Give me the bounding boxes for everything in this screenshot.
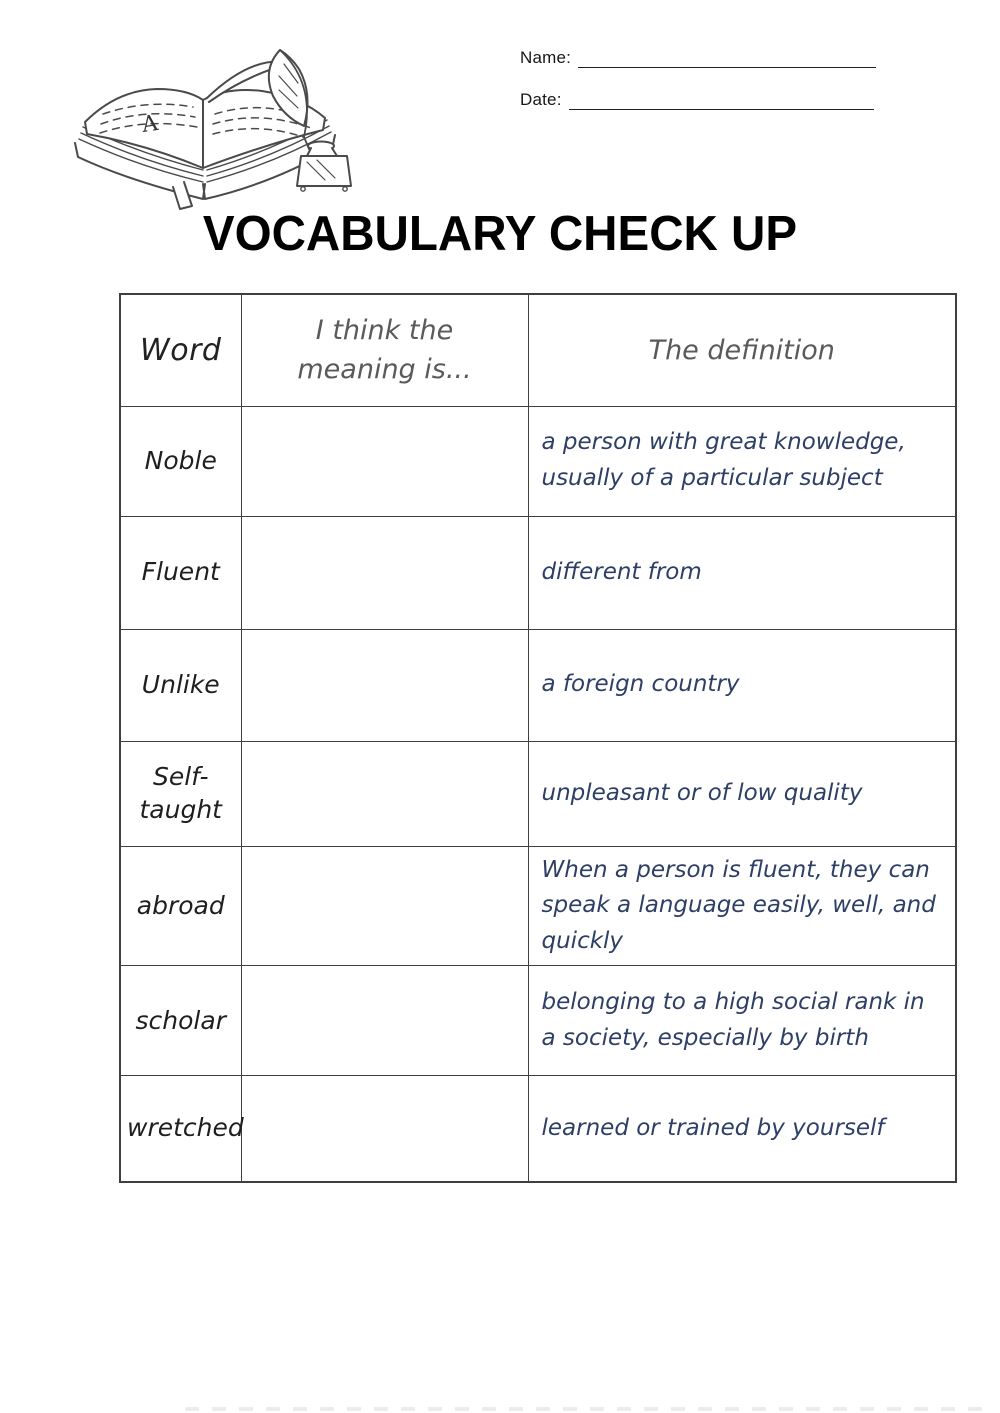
table-row — [120, 629, 956, 741]
page-edge-text-artifact — [185, 1407, 990, 1411]
meaning-input-cell[interactable] — [241, 516, 528, 629]
name-label: Name: — [520, 48, 572, 67]
meaning-input-cell[interactable] — [241, 846, 528, 966]
page-title: VOCABULARY CHECK UP — [202, 207, 798, 261]
word-text: abroad — [136, 890, 225, 920]
word-cell — [120, 406, 241, 516]
word-text: Fluent — [141, 557, 220, 587]
word-cell — [120, 516, 241, 629]
word-cell — [120, 846, 241, 966]
word-cell — [120, 1076, 244, 1182]
word-cell — [120, 966, 241, 1076]
drop-cap-letter: A — [140, 110, 160, 138]
definition-text: different from — [541, 558, 702, 585]
definition-cell — [528, 406, 956, 516]
meaning-input-cell[interactable] — [241, 1076, 528, 1182]
name-date-block — [520, 48, 890, 132]
word-text: wretched — [127, 1113, 244, 1143]
table-row — [120, 406, 956, 516]
definition-text: learned or trained by yourself — [541, 1114, 885, 1141]
word-cell — [120, 741, 241, 846]
word-text: Self-taught — [139, 762, 222, 824]
definition-text: a person with great knowledge, usually of a particular subject — [541, 429, 906, 491]
inkwell-icon — [297, 142, 351, 192]
definition-cell — [528, 629, 956, 741]
table-row — [120, 516, 956, 629]
definition-text: a foreign country — [541, 671, 740, 698]
column-header-meaning: I think the meaning is... — [241, 294, 528, 406]
word-text: Noble — [144, 445, 217, 475]
vocab-table — [119, 293, 957, 1183]
meaning-input-cell[interactable] — [241, 406, 528, 516]
column-header-word: Word — [120, 294, 241, 406]
word-text: scholar — [135, 1005, 226, 1035]
meaning-input-cell[interactable] — [241, 966, 528, 1076]
definition-cell — [528, 516, 956, 629]
word-text: Unlike — [141, 669, 220, 699]
table-row — [120, 741, 956, 846]
date-label: Date: — [520, 90, 562, 109]
definition-text: belonging to a high social rank in a society, especially by birth — [541, 989, 925, 1051]
table-row — [120, 1076, 956, 1182]
meaning-input-cell[interactable] — [241, 629, 528, 741]
word-cell — [120, 629, 241, 741]
definition-cell — [528, 1076, 956, 1182]
table-row — [120, 966, 956, 1076]
name-input-line[interactable] — [578, 53, 876, 68]
vocab-table-body — [120, 406, 956, 1182]
definition-cell — [528, 741, 956, 846]
definition-cell — [528, 966, 956, 1076]
column-header-definition: The definition — [528, 294, 956, 406]
definition-text: unpleasant or of low quality — [541, 779, 863, 806]
header-row — [120, 294, 956, 406]
definition-text: When a person is fluent, they can speak a language easily, well, and quickly — [541, 856, 936, 954]
book-quill-illustration — [55, 38, 355, 213]
table-row — [120, 846, 956, 966]
definition-cell — [528, 846, 956, 966]
meaning-input-cell[interactable] — [241, 741, 528, 846]
date-input-line[interactable] — [569, 95, 874, 110]
